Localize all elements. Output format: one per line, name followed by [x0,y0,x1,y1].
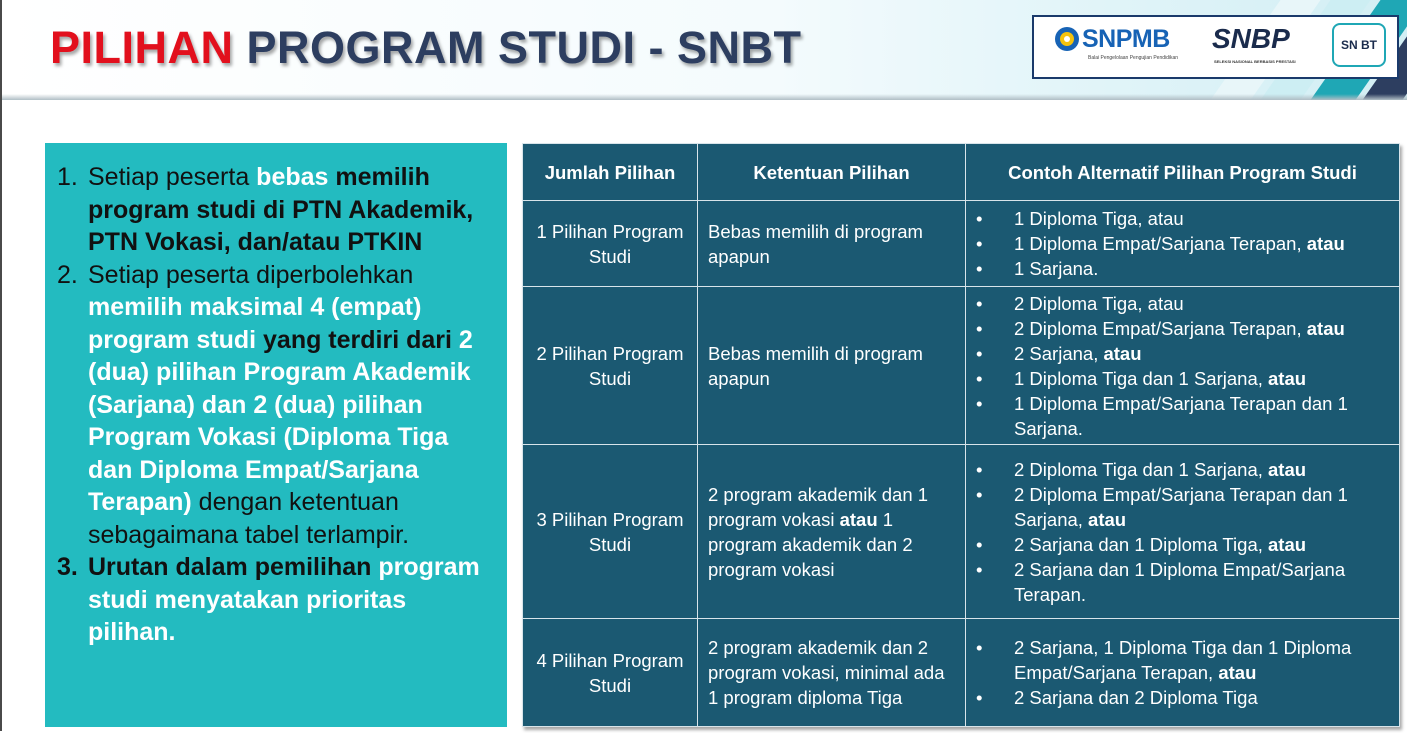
contoh-list [966,206,1395,281]
contoh-item [966,316,1395,341]
contoh-item [966,206,1395,231]
contoh-item [966,685,1395,710]
header-contoh-alternatif: Contoh Alternatif Pilihan Program Studi [966,144,1400,201]
rule-text: 2 (dua) pilihan Program Akademik (Sarjana) dan 2 (dua) pilihan Program Vokasi (Diploma Tiga dan Diploma Empat/Sarjana Terapan) [88,325,473,516]
contoh-text: 2 Sarjana dan 1 Diploma Tiga, [1014,533,1269,555]
contoh-text: 2 Sarjana dan 1 Diploma Empat/Sarjana Terapan. [1014,558,1346,605]
contoh-text: 2 Diploma Empat/Sarjana Terapan dan 1 Sarjana, [1014,483,1348,530]
contoh-text: atau [1306,317,1345,339]
rule-text: Urutan dalam pemilihan [88,553,379,581]
snbt-text: SN BT [1341,38,1377,52]
contoh-text: 2 Sarjana, [1014,342,1104,364]
snpmb-text: SNPMB [1082,25,1170,53]
snbp-text: SNBP [1212,23,1290,54]
contoh-item [966,391,1395,441]
ketentuan-pilihan-cell [698,445,966,619]
slide-header [2,0,1407,100]
header-ketentuan-pilihan: Ketentuan Pilihan [698,144,966,201]
rules-panel [45,143,507,727]
ketentuan-text: Bebas memilih di program apapun [708,220,923,267]
contoh-text: atau [1103,342,1142,364]
table-row [523,201,1400,287]
contoh-alternatif-cell [966,619,1400,727]
contoh-text: 1 Diploma Empat/Sarjana Terapan, [1014,233,1307,254]
contoh-text: atau [1268,367,1307,389]
rule-item [57,259,497,552]
contoh-text: 1 Diploma Empat/Sarjana Terapan dan 1 Sarjana. [1014,392,1348,439]
contoh-alternatif-cell [966,287,1400,445]
rule-text: bebas [256,163,336,191]
ketentuan-text: 2 program akademik dan 1 program vokasi [708,483,929,530]
contoh-text: 2 Sarjana dan 2 Diploma Tiga [1014,687,1258,708]
rule-text: program studi menyatakan prioritas pilihan. [88,553,480,646]
contoh-text: atau [1218,662,1257,683]
rule-item [57,551,497,649]
snbp-subtitle: SELEKSI NASIONAL BERBASIS PRESTASI [1214,59,1296,64]
rule-item [57,161,497,259]
contoh-item [966,231,1395,256]
title-rest: PROGRAM STUDI - SNBT [246,22,802,73]
contoh-text: atau [1268,533,1307,555]
snpmb-subtitle: Balai Pengelolaan Pengujian Pendidikan [1088,55,1179,61]
page-title [50,22,802,74]
rule-text: memilih maksimal 4 (empat) program studi [88,293,422,354]
rule-text: memilih program studi di PTN Akademik, PTN Vokasi, dan/atau PTKIN [88,163,474,256]
logo-panel [1032,15,1399,79]
header-jumlah-pilihan: Jumlah Pilihan [523,144,698,201]
jumlah-pilihan-cell: 4 Pilihan Program Studi [523,619,698,727]
ketentuan-text: atau [839,508,878,530]
contoh-item [966,532,1395,557]
rule-text: yang terdiri dari [263,325,459,354]
title-highlight: PILIHAN [50,22,234,73]
contoh-text: atau [1268,458,1307,480]
jumlah-pilihan-cell: 2 Pilihan Program Studi [523,287,698,445]
snbp-logo [1212,23,1296,64]
rule-text: Setiap peserta [88,163,257,191]
contoh-text: 1 Diploma Tiga dan 1 Sarjana, [1014,367,1269,389]
rule-text: dengan ketentuan sebagaimana tabel terlampir. [88,488,410,549]
ketentuan-pilihan-cell [698,287,966,445]
rule-number: 2. [57,260,78,289]
contoh-item [966,635,1395,685]
contoh-text: 1 Diploma Tiga, atau [1014,208,1184,229]
contoh-text: 2 Sarjana, 1 Diploma Tiga dan 1 Diploma Empat/Sarjana Terapan, [1014,637,1352,683]
contoh-list [966,635,1395,710]
ketentuan-text: 1 program akademik dan 2 program vokasi [708,508,913,580]
choice-table [522,143,1400,727]
contoh-text: 2 Diploma Tiga dan 1 Sarjana, [1014,458,1269,480]
ketentuan-text: 2 program akademik dan 2 program vokasi, minimal ada 1 program diploma Tiga [708,637,945,708]
rules-list [57,161,497,649]
contoh-text: 2 Diploma Tiga, atau [1014,292,1184,314]
ketentuan-pilihan-cell [698,201,966,287]
contoh-item [966,457,1395,482]
table-row [523,287,1400,445]
ketentuan-text: Bebas memilih di program apapun [708,342,923,389]
contoh-text: 2 Diploma Empat/Sarjana Terapan, [1014,317,1307,339]
contoh-item [966,366,1395,391]
contoh-item [966,557,1395,607]
rule-text: Setiap peserta diperbolehkan [88,260,414,289]
rule-number: 1. [57,163,78,191]
tut-wuri-icon [1052,26,1082,52]
contoh-alternatif-cell [966,201,1400,287]
ketentuan-pilihan-cell [698,619,966,727]
snbt-logo [1332,23,1386,67]
contoh-item [966,291,1395,316]
contoh-item [966,341,1395,366]
contoh-text: atau [1088,508,1127,530]
table-row [523,445,1400,619]
contoh-text: 1 Sarjana. [1014,258,1099,279]
header-shadow [2,94,1407,100]
contoh-item [966,482,1395,532]
jumlah-pilihan-cell: 1 Pilihan Program Studi [523,201,698,287]
contoh-list [966,291,1395,441]
contoh-text: atau [1306,233,1345,254]
contoh-alternatif-cell [966,445,1400,619]
contoh-item [966,256,1395,281]
table-header-row [523,144,1400,201]
contoh-list [966,457,1395,607]
snpmb-logo [1052,25,1179,61]
rule-number: 3. [57,553,78,581]
jumlah-pilihan-cell: 3 Pilihan Program Studi [523,445,698,619]
table-row [523,619,1400,727]
